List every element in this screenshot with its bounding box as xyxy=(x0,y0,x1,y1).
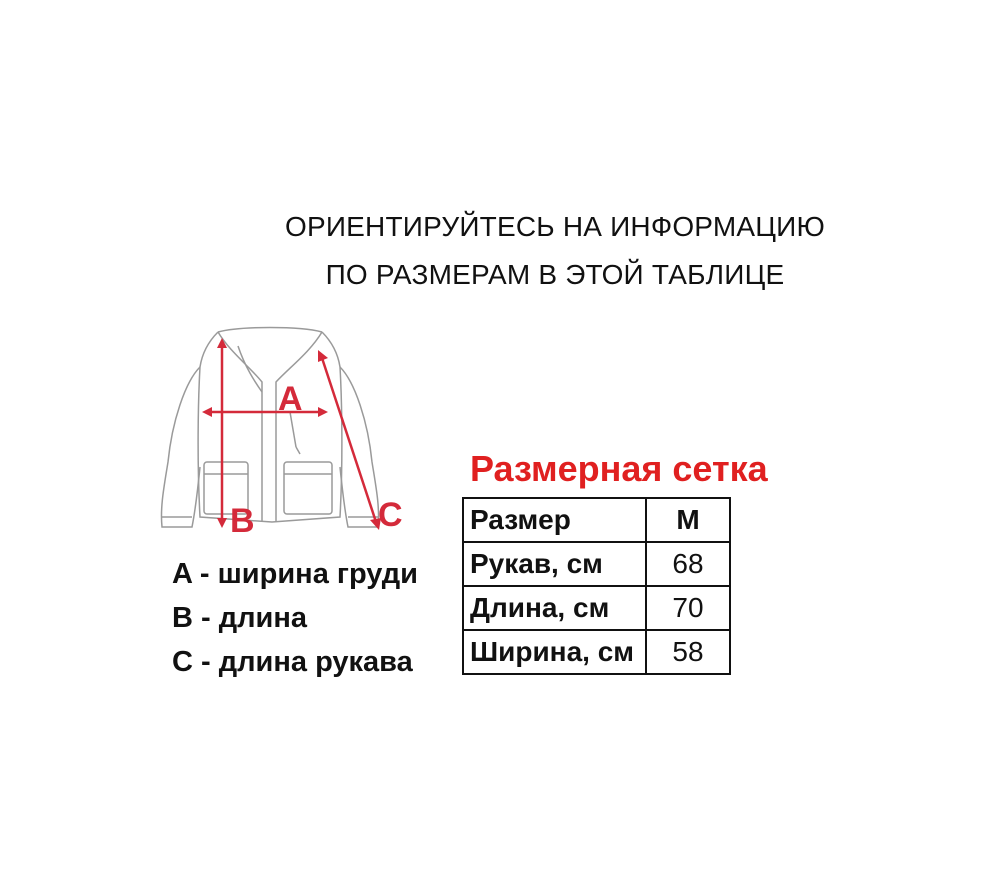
measurement-legend xyxy=(172,552,418,684)
legend-a: A - ширина груди xyxy=(172,558,418,590)
page-heading xyxy=(250,203,860,299)
jacket-diagram xyxy=(150,322,420,542)
row-value: 70 xyxy=(646,586,730,630)
legend-c: C - длина рукава xyxy=(172,646,413,678)
row-value: M xyxy=(646,498,730,542)
row-value: 58 xyxy=(646,630,730,674)
row-label: Ширина, см xyxy=(463,630,646,674)
table-row xyxy=(463,498,730,542)
row-value: 68 xyxy=(646,542,730,586)
row-label: Размер xyxy=(463,498,646,542)
heading-line-1: ОРИЕНТИРУЙТЕСЬ НА ИНФОРМАЦИЮ xyxy=(284,211,825,242)
heading-line-2: ПО РАЗМЕРАМ В ЭТОЙ ТАБЛИЦЕ xyxy=(325,259,785,290)
sleeve-length-arrow xyxy=(322,358,376,522)
marker-c: C xyxy=(378,496,403,534)
table-row xyxy=(463,630,730,674)
size-chart-title: Размерная сетка xyxy=(470,448,768,489)
marker-a: A xyxy=(278,380,303,418)
marker-b: B xyxy=(230,502,255,540)
legend-b: B - длина xyxy=(172,602,308,634)
row-label: Длина, см xyxy=(463,586,646,630)
table-row xyxy=(463,542,730,586)
size-chart-table xyxy=(462,497,731,675)
table-row xyxy=(463,586,730,630)
row-label: Рукав, см xyxy=(463,542,646,586)
